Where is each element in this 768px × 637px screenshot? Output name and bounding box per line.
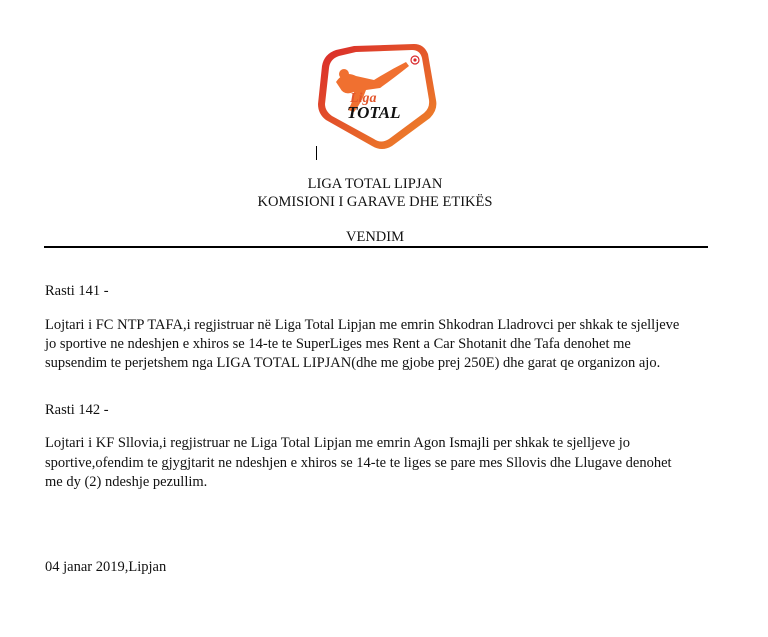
league-name: LIGA TOTAL LIPJAN — [307, 176, 443, 192]
case-text-line: me dy (2) ndeshje pezullim. — [45, 474, 208, 490]
liga-total-logo — [314, 40, 438, 152]
case-heading: Rasti 142 - — [45, 402, 109, 418]
svg-text:TOTAL: TOTAL — [347, 103, 401, 122]
date-place: 04 janar 2019,Lipjan — [45, 559, 167, 575]
case-text-line: sportive,ofendim te gjygjtarit ne ndeshjen e xhiros se 14-te te liges se pare mes Sllovis dhe Llugave denohet — [45, 455, 672, 471]
svg-text:Liga: Liga — [350, 91, 377, 106]
title-divider — [44, 246, 708, 248]
case-text-line: supsendim te perjetshem nga LIGA TOTAL LIPJAN(dhe me gjobe prej 250E) dhe garat qe organizon ajo. — [45, 355, 661, 371]
case-text-line: jo sportive ne ndeshjen e xhiros se 14-te te SuperLiges mes Rent a Car Shotanit dhe Tafa denohet me — [45, 336, 631, 352]
document-title: VENDIM — [346, 229, 404, 245]
text-cursor — [316, 146, 317, 160]
case-text-line: Lojtari i KF Sllovia,i regjistruar ne Liga Total Lipjan me emrin Agon Ismajli per shkak te sjelljeve jo — [45, 435, 631, 451]
case-text-line: Lojtari i FC NTP TAFA,i regjistruar në Liga Total Lipjan me emrin Shkodran Lladrovci per shkak te sjelljeve — [45, 317, 680, 333]
commission-name: KOMISIONI I GARAVE DHE ETIKËS — [257, 194, 493, 210]
case-heading: Rasti 141 - — [45, 283, 109, 299]
